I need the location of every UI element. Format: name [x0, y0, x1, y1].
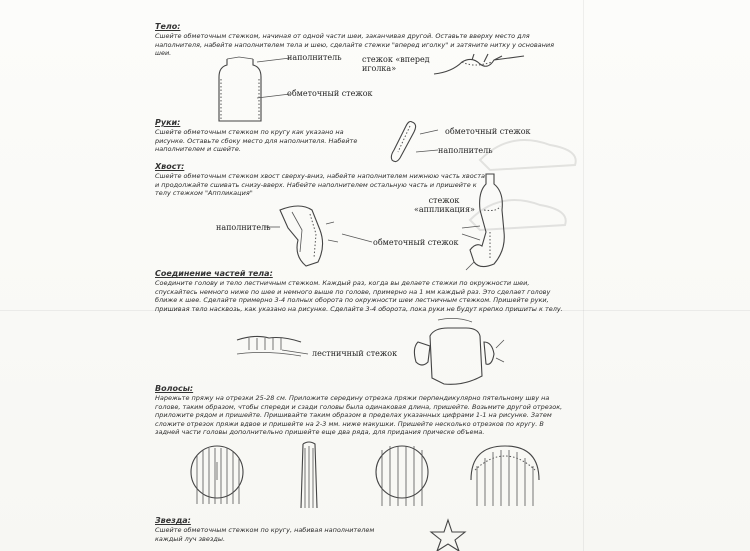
label-running-stitch: стежок «вперед иголка» [362, 55, 430, 73]
hair-diagram-4 [465, 440, 545, 510]
arm-arrows [410, 124, 440, 154]
section-tail [155, 162, 485, 198]
label-filler: наполнитель [216, 223, 271, 232]
hair-diagram-1 [185, 440, 250, 510]
overcast-arrow [338, 230, 374, 246]
hair-diagram-3 [368, 440, 438, 512]
section-text: Соедините голову и тело лестничным стежком. Каждый раз, когда вы делаете стежки по окружности шеи, спускайтесь немного ниже по шее и немного выше по голове, примерно на 1 мм каждый раз. Это сделает голову ближе к шее. Сделайте примерно 3-4 полных оборота по окружности шеи лестничным стежком. Пришейте руки, пришивая тело насквозь, как указано на рисунке. Сделайте 3-4 оборота, пока руки не будут крепко пришиты к телу. [155, 279, 563, 313]
tail-diagram-right [460, 170, 530, 280]
hair-diagram-2 [295, 440, 325, 512]
neck-stitch-diagram [432, 52, 527, 84]
label-applique-stitch: стежок «аппликация» [414, 196, 475, 214]
label-overcast-stitch: обметочный стежок [445, 127, 531, 136]
section-heading: Волосы: [155, 384, 194, 393]
tail-diagram-left [270, 200, 345, 270]
section-heading: Звезда: [155, 516, 191, 525]
label-overcast-stitch: обметочный стежок [287, 89, 373, 98]
section-text: Сшейте обметочным стежком по кругу, набивая наполнителем каждый луч звезды. [155, 526, 375, 543]
page-fold-vertical [583, 0, 584, 551]
filler-arrow [262, 222, 282, 232]
section-heading: Соединение частей тела: [155, 269, 273, 278]
ladder-arrow [280, 348, 310, 358]
section-heading: Руки: [155, 118, 181, 127]
label-overcast-stitch: обметочный стежок [373, 238, 459, 247]
section-star [155, 516, 375, 543]
section-joining [155, 269, 565, 313]
section-arms [155, 118, 365, 154]
label-filler: наполнитель [438, 146, 493, 155]
joining-body-diagram [408, 318, 508, 393]
section-text: Нарежьте пряжу на отрезки 25-28 см. Приложите середину отрезка пряжи перпендикулярно пятельному шву на голове, таким образом, чтобы спереди и сзади головы была одинаковая длина, пришейте. Возьмите другой отрезок, приложите рядом и пришейте. Пришивайте таким образом в пределах указанных цифрами 1-1 на рисунке. Затем сложите отрезок пряжи вдвое и пришейте на 2-3 мм. ниже макушки. Пришейте несколько отрезков по кругу. В задней части головы дополнительно пришейте еще два ряда, для придания прическе объема. [155, 394, 563, 437]
section-heading: Тело: [155, 22, 181, 31]
star-diagram [428, 518, 468, 551]
section-heading: Хвост: [155, 162, 185, 171]
section-text: Сшейте обметочным стежком хвост сверху-вниз, набейте наполнителем нижнюю часть хвоста и продолжайте сшивать снизу-вверх. Набейте наполнителем остальную часть и пришейте к телу стежком "Аппликация" [155, 172, 486, 198]
label-filler: наполнитель [287, 53, 342, 62]
section-hair [155, 384, 565, 437]
label-ladder-stitch: лестничный стежок [312, 349, 398, 358]
section-text: Сшейте обметочным стежком по кругу как указано на рисунке. Оставьте сбоку место для наполнителя. Набейте наполнителем и сшейте. [155, 128, 358, 154]
section-text: Сшейте обметочным стежком, начиная от одной части шеи, заканчивая другой. Оставьте вверху место для наполнителя, набейте наполнителем тела и шею, сделайте стежки "вперед иголку" и затяните нитку у основания шеи. [155, 32, 555, 58]
